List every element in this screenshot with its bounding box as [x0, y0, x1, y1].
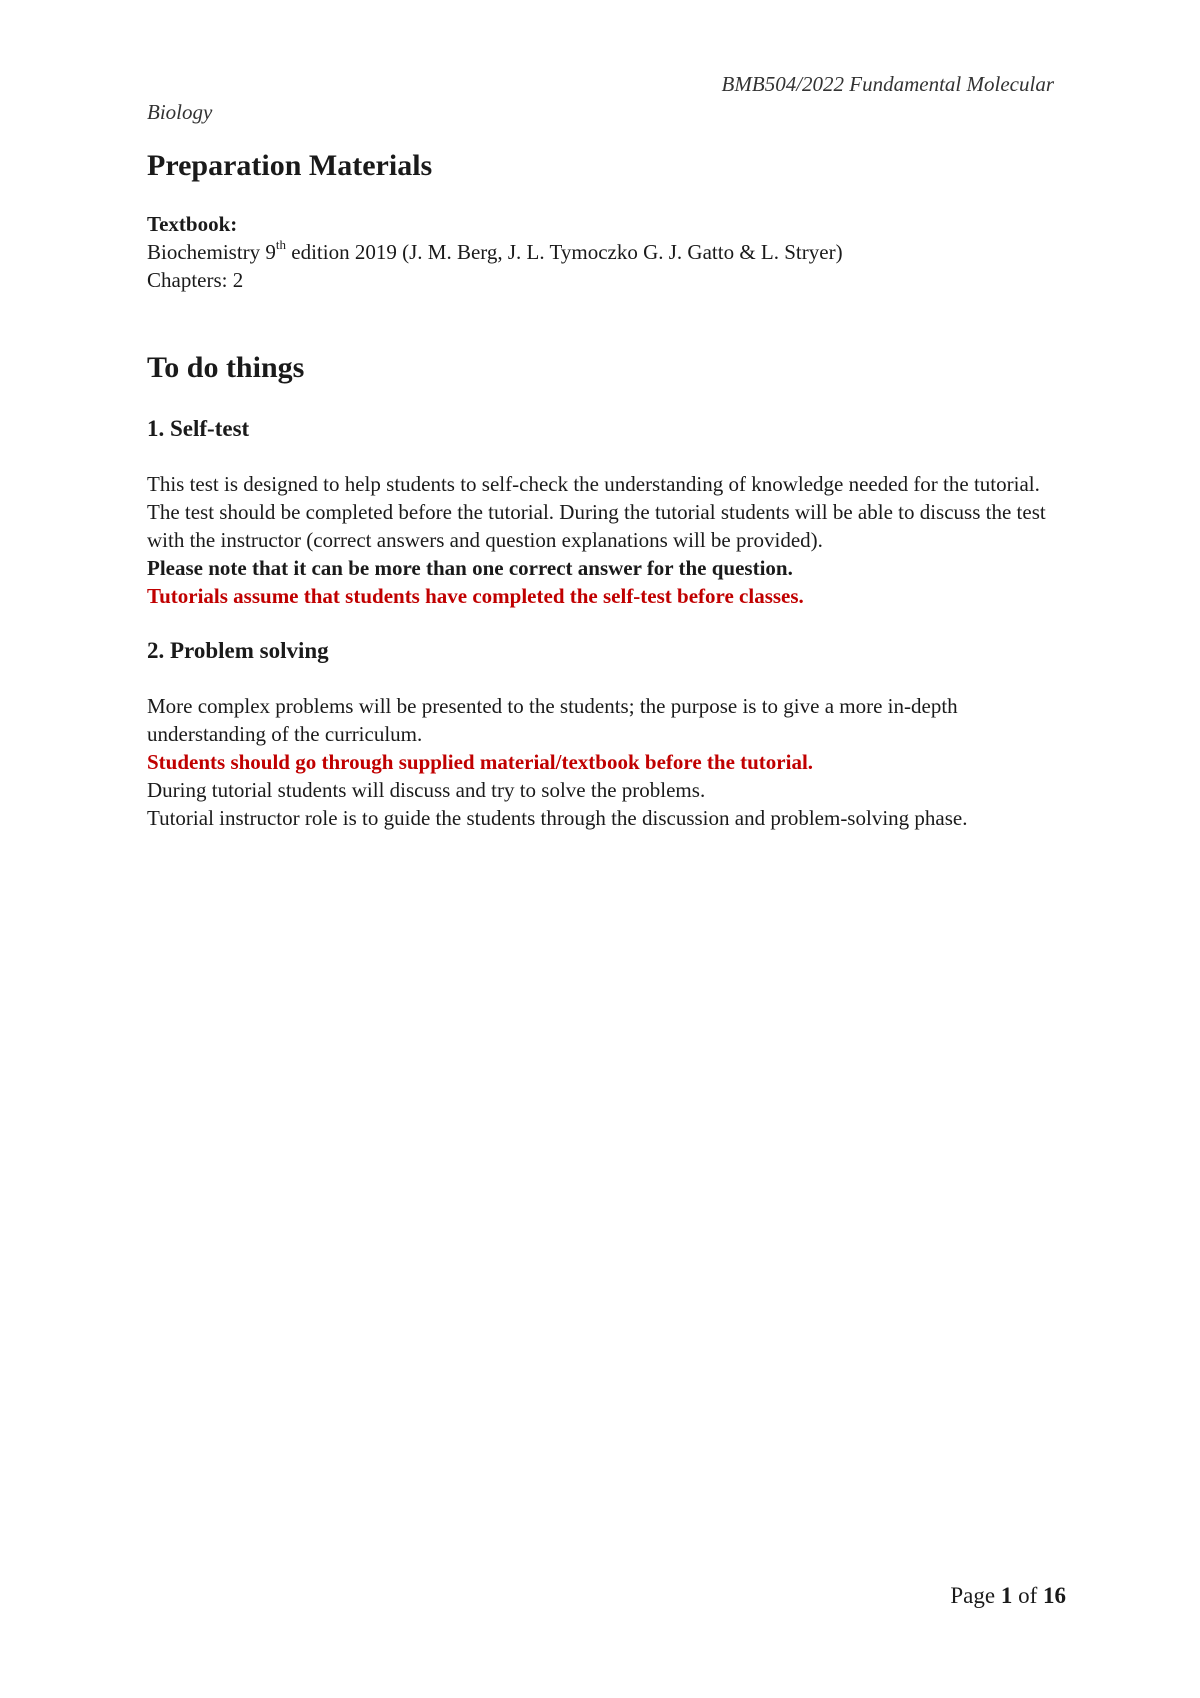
self-test-para-1: This test is designed to help students to self-check the understanding of knowledge needed for the tutorial.	[147, 472, 1040, 496]
todo-title: To do things	[147, 351, 305, 384]
self-test-heading: 1. Self-test	[147, 416, 250, 441]
textbook-prefix: Biochemistry 9	[147, 240, 276, 264]
problem-solving-para-1: More complex problems will be presented to the students; the purpose is to give a more in-depth understanding of the curriculum.	[147, 694, 958, 746]
self-test-warning: Tutorials assume that students have completed the self-test before classes.	[147, 584, 804, 608]
self-test-note: Please note that it can be more than one correct answer for the question.	[147, 556, 793, 580]
chapters-line: Chapters: 2	[147, 268, 244, 292]
textbook-suffix: edition 2019 (J. M. Berg, J. L. Tymoczko G. J. Gatto & L. Stryer)	[286, 240, 843, 264]
header-course-line: BMB504/2022 Fundamental Molecular	[721, 72, 1054, 96]
of-word: of	[1018, 1583, 1038, 1608]
problem-solving-warning: Students should go through supplied material/textbook before the tutorial.	[147, 750, 814, 774]
header-course-line-continued: Biology	[147, 100, 213, 124]
page-number	[950, 1583, 1066, 1609]
textbook-label: Textbook:	[147, 212, 238, 236]
page-total: 16	[1043, 1583, 1066, 1608]
self-test-body	[147, 470, 1047, 610]
textbook-reference	[147, 238, 1047, 266]
document-body	[147, 146, 1047, 832]
problem-solving-para-3: Tutorial instructor role is to guide the students through the discussion and problem-solving phase.	[147, 806, 968, 830]
self-test-para-2: The test should be completed before the tutorial. During the tutorial students will be able to discuss the test with the instructor (correct answers and question explanations will be provided).	[147, 500, 1046, 552]
textbook-edition-sup: th	[275, 237, 287, 252]
preparation-title: Preparation Materials	[147, 149, 433, 182]
problem-solving-heading: 2. Problem solving	[147, 638, 329, 663]
page-word: Page	[950, 1583, 996, 1608]
problem-solving-body	[147, 692, 1047, 832]
problem-solving-para-2: During tutorial students will discuss and try to solve the problems.	[147, 778, 706, 802]
page-current: 1	[1000, 1583, 1013, 1608]
